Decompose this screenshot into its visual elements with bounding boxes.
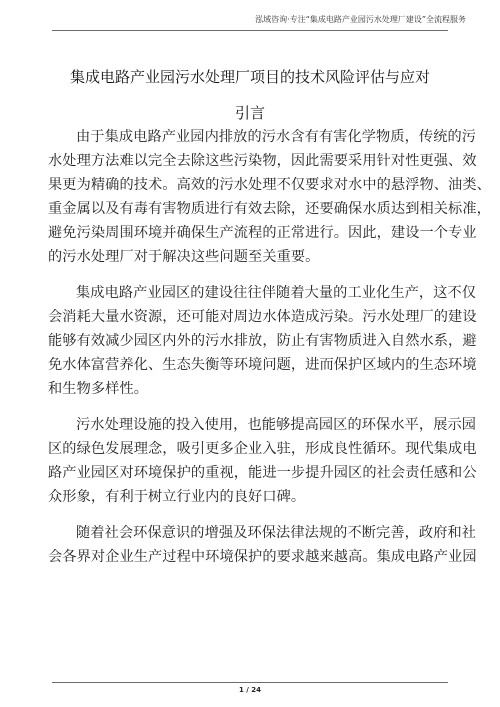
paragraph-4 <box>48 521 477 569</box>
text-line: 路产业园区对环境保护的重视，能进一步提升园区的社会责任感和公 <box>48 465 477 481</box>
text-line: 避免污染周围环境并确保生产流程的正常进行。因此，建设一个专业 <box>48 225 477 241</box>
paragraph-2 <box>48 281 477 401</box>
text-line: 免水体富营养化、生态失衡等环境问题，进而保护区域内的生态环境 <box>48 357 477 373</box>
text-line: 和生物多样性。 <box>48 381 149 397</box>
document-title: 集成电路产业园污水处理厂项目的技术风险评估与应对 <box>69 68 430 86</box>
text-line: 集成电路产业园区的建设往往伴随着大量的工业化生产，这不仅 <box>76 285 477 301</box>
text-line: 随着社会环保意识的增强及环保法律法规的不断完善，政府和社 <box>76 525 477 541</box>
page-header: 泓域咨询·专注“集成电路产业园污水处理厂建设”全流程服务 <box>255 15 466 24</box>
text-line: 水处理方法难以完全去除这些污染物，因此需要采用针对性更强、效 <box>48 153 477 169</box>
text-line: 果更为精确的技术。高效的污水处理不仅要求对水中的悬浮物、油类、 <box>48 177 491 193</box>
text-line: 的污水处理厂对于解决这些问题至关重要。 <box>48 249 320 265</box>
header-divider <box>52 30 448 31</box>
text-line: 会消耗大量水资源，还可能对周边水体造成污染。污水处理厂的建设 <box>48 309 477 325</box>
text-line: 区的绿色发展理念，吸引更多企业入驻，形成良性循环。现代集成电 <box>48 441 477 457</box>
paragraph-1 <box>48 125 491 269</box>
text-line: 会各界对企业生产过程中环境保护的要求越来越高。集成电路产业园 <box>48 549 477 565</box>
page-number: 1 / 24 <box>238 686 262 694</box>
document-body <box>48 125 491 581</box>
text-line: 污水处理设施的投入使用，也能够提高园区的环保水平，展示园 <box>76 417 477 433</box>
text-line: 重金属以及有毒有害物质进行有效去除，还要确保水质达到相关标准， <box>48 201 491 217</box>
text-line: 能够有效减少园区内外的污水排放，防止有害物质进入自然水系，避 <box>48 333 477 349</box>
text-line: 由于集成电路产业园内排放的污水含有有害化学物质，传统的污 <box>76 129 477 145</box>
text-line: 众形象，有利于树立行业内的良好口碑。 <box>48 489 306 505</box>
section-heading-introduction: 引言 <box>234 104 265 122</box>
paragraph-3 <box>48 413 477 509</box>
footer-divider <box>52 682 448 683</box>
